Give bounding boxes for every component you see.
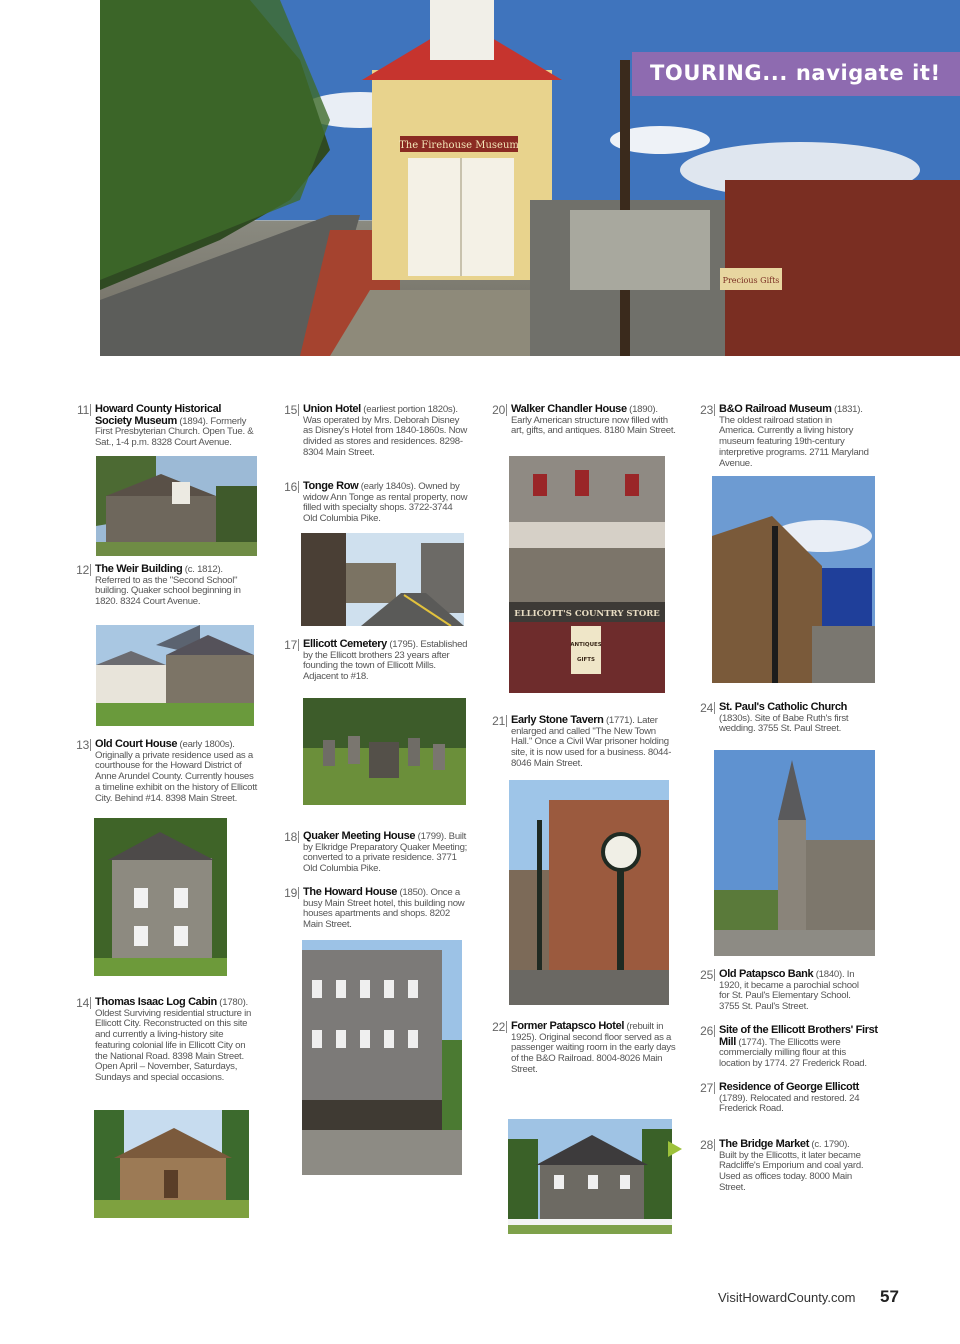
entry-name: Old Court House xyxy=(95,738,178,750)
walker-store-sign: ELLICOTT'S COUNTRY STORE xyxy=(514,609,660,619)
entry-divider xyxy=(90,564,91,576)
entry-number: 11 xyxy=(77,403,89,417)
entry-description: (1894). Formerly First Presbyterian Church. Open Tue. & Sat., 1-4 p.m. 8328 Court Avenue. xyxy=(95,415,254,449)
photo-walker-chandler-house xyxy=(509,456,665,693)
entry-number: 18 xyxy=(284,830,297,844)
entry-14 xyxy=(76,996,260,1084)
entry-divider xyxy=(714,1025,715,1037)
photo-early-stone-tavern xyxy=(509,780,669,1005)
entry-number: 22 xyxy=(492,1020,505,1034)
entry-number: 25 xyxy=(700,968,713,982)
entry-name: Thomas Isaac Log Cabin xyxy=(95,996,217,1008)
entry-description: (1780). Oldest Surviving residential structure in Ellicott City. Reconstructed on this site and currently a living-history site featuring colonial life in Ellicott City on the National Road. 8398 Main Street. Open April – November, Saturdays, Sundays and special occasions. xyxy=(95,997,252,1083)
entry-number: 16 xyxy=(284,480,297,494)
entry-28 xyxy=(700,1138,869,1194)
entry-number: 20 xyxy=(492,403,505,417)
entry-name: Residence of George Ellicott xyxy=(719,1081,859,1093)
entry-number: 26 xyxy=(700,1024,713,1038)
entry-description: (c. 1812). Referred to as the "Second School" building. Quaker school beginning in 1820. 8324 Court Avenue. xyxy=(95,564,241,608)
entry-number: 17 xyxy=(284,638,297,652)
entry-11 xyxy=(77,403,260,449)
pointer-arrow-icon xyxy=(668,1141,682,1157)
entry-20 xyxy=(492,403,676,437)
entry-divider xyxy=(714,1082,715,1094)
hero-shop-sign: Precious Gifts xyxy=(722,276,780,285)
entry-name: Union Hotel xyxy=(303,403,361,415)
photo-former-patapsco-hotel xyxy=(508,1119,672,1234)
entry-22 xyxy=(492,1020,676,1076)
entry-description: (early 1840s). Owned by widow Ann Tonge as rental property, now filled with specialty shops. 3722-3744 Old Columbia Pike. xyxy=(303,481,468,525)
entry-divider xyxy=(714,702,715,714)
entry-18 xyxy=(284,830,468,875)
entry-name: The Howard House xyxy=(303,886,398,898)
entry-divider xyxy=(506,404,507,416)
entry-divider xyxy=(90,997,91,1009)
entry-name: The Bridge Market xyxy=(719,1138,810,1150)
entry-17 xyxy=(284,638,468,683)
entry-25 xyxy=(700,968,869,1013)
entry-name: Ellicott Cemetery xyxy=(303,638,387,650)
entry-description: (1830s). Site of Babe Ruth's first wedding. 3755 St. Paul Street. xyxy=(719,712,849,735)
entry-divider xyxy=(714,1139,715,1151)
entry-number: 12 xyxy=(76,563,89,577)
entry-description: (c. 1790). Built by the Ellicotts, it later became Radcliffe's Emporium and coal yard. Used as offices today. 8000 Main Street. xyxy=(719,1139,864,1193)
photo-bo-railroad-museum xyxy=(712,476,875,683)
entry-description: (1771). Later enlarged and called "The New Town Hall." Once a Civil War prisoner holding site, it is now used for a business. 8044-8046 Main Street. xyxy=(511,715,672,769)
entry-21 xyxy=(492,714,676,770)
walker-poster-gifts: GIFTS xyxy=(576,657,596,663)
entry-number: 28 xyxy=(700,1138,713,1152)
entry-number: 24 xyxy=(700,701,713,715)
entry-name: Site of the Ellicott Brothers' First Mill xyxy=(719,1024,878,1048)
entry-name: Early Stone Tavern xyxy=(511,714,604,726)
entry-divider xyxy=(298,481,299,493)
footer-website: VisitHowardCounty.com xyxy=(718,1290,856,1305)
entry-description: (1795). Established by the Ellicott brothers 23 years after founding the town of Ellicott Mills. Adjacent to #18. xyxy=(303,639,468,683)
entry-divider xyxy=(298,887,299,899)
entry-12 xyxy=(76,563,260,608)
entry-description: (1890). Early American structure now filled with art, gifts, and antiques. 8180 Main Street. xyxy=(511,404,676,437)
entry-26 xyxy=(700,1024,879,1070)
photo-log-cabin xyxy=(94,1110,249,1218)
entry-24 xyxy=(700,701,869,735)
entry-name: Howard County Historical Society Museum xyxy=(95,403,222,427)
entry-description: (1789). Relocated and restored. 24 Frederick Road. xyxy=(719,1092,860,1115)
entry-description: (1774). The Ellicotts were commercially milling flour at this location by 1774. 27 Frederick Road. xyxy=(719,1036,867,1070)
entry-description: (1840). In 1920, it became a parochial school for St. Paul's Elementary School. 3755 St. Paul's Street. xyxy=(719,969,859,1013)
entry-number: 27 xyxy=(700,1081,713,1095)
entry-description: (1831). The oldest railroad station in America. Currently a living history museum featuring 19th-century interpretive programs. 2711 Maryland Avenue. xyxy=(719,404,869,469)
section-banner xyxy=(632,52,960,96)
entry-divider xyxy=(714,404,715,416)
entry-divider xyxy=(298,831,299,843)
entry-description: (rebuilt in 1925). Original second floor served as a passenger waiting room in the early days of the B&O Railroad. 8004-8026 Main Street. xyxy=(511,1021,676,1075)
entry-divider xyxy=(298,639,299,651)
entry-divider xyxy=(506,1021,507,1033)
entry-number: 15 xyxy=(284,403,297,417)
entry-number: 23 xyxy=(700,403,713,417)
hero-firehouse-sign: The Firehouse Museum xyxy=(399,140,519,151)
entry-name: Former Patapsco Hotel xyxy=(511,1020,625,1032)
entry-description: (earliest portion 1820s). Was operated by Mrs. Deborah Disney as Disney's Hotel from 1840-1860s. Now divided as stores and residences. 8298-8304 Main Street. xyxy=(303,404,468,458)
entry-number: 14 xyxy=(76,996,89,1010)
entry-name: Old Patapsco Bank xyxy=(719,968,814,980)
entry-number: 21 xyxy=(492,714,505,728)
entry-description: (early 1800s). Originally a private residence used as a courthouse for the Howard District of Anne Arundel County. Currently houses a timeline exhibit on the history of Ellicott City. Behind #14. 8398 Main Street. xyxy=(95,739,258,804)
photo-old-court-house xyxy=(94,818,227,976)
entry-number: 13 xyxy=(76,738,89,752)
photo-historical-society-museum xyxy=(96,456,257,556)
entry-description: (1850). Once a busy Main Street hotel, this building now houses apartments and shops. 8202 Main Street. xyxy=(303,887,465,931)
entry-19 xyxy=(284,886,468,931)
entry-name: St. Paul's Catholic Church xyxy=(719,701,847,713)
photo-howard-house xyxy=(302,940,462,1175)
entry-15 xyxy=(284,403,468,459)
photo-ellicott-cemetery xyxy=(303,698,466,805)
walker-poster-antiques: ANTIQUES xyxy=(570,642,602,648)
entry-divider xyxy=(298,404,299,416)
photo-weir-building xyxy=(96,625,254,726)
entry-name: Tonge Row xyxy=(303,480,359,492)
banner-title: TOURING... navigate it! xyxy=(650,61,941,85)
entry-name: Walker Chandler House xyxy=(511,403,627,415)
entry-13 xyxy=(76,738,260,804)
photo-st-pauls-church xyxy=(714,750,875,956)
entry-divider xyxy=(714,969,715,981)
page-number: 57 xyxy=(880,1287,899,1306)
entry-description: (1799). Built by Elkridge Preparatory Quaker Meeting; converted to a private residence. 3771 Old Columbia Pike. xyxy=(303,831,468,875)
entry-divider xyxy=(90,739,91,751)
entry-divider xyxy=(90,404,91,416)
entry-number: 19 xyxy=(284,886,297,900)
entry-name: Quaker Meeting House xyxy=(303,830,416,842)
entry-name: The Weir Building xyxy=(95,563,183,575)
entry-name: B&O Railroad Museum xyxy=(719,403,832,415)
entry-16 xyxy=(284,480,468,525)
photo-tonge-row xyxy=(301,533,464,626)
entry-23 xyxy=(700,403,869,469)
entry-divider xyxy=(506,715,507,727)
entry-27 xyxy=(700,1081,869,1115)
